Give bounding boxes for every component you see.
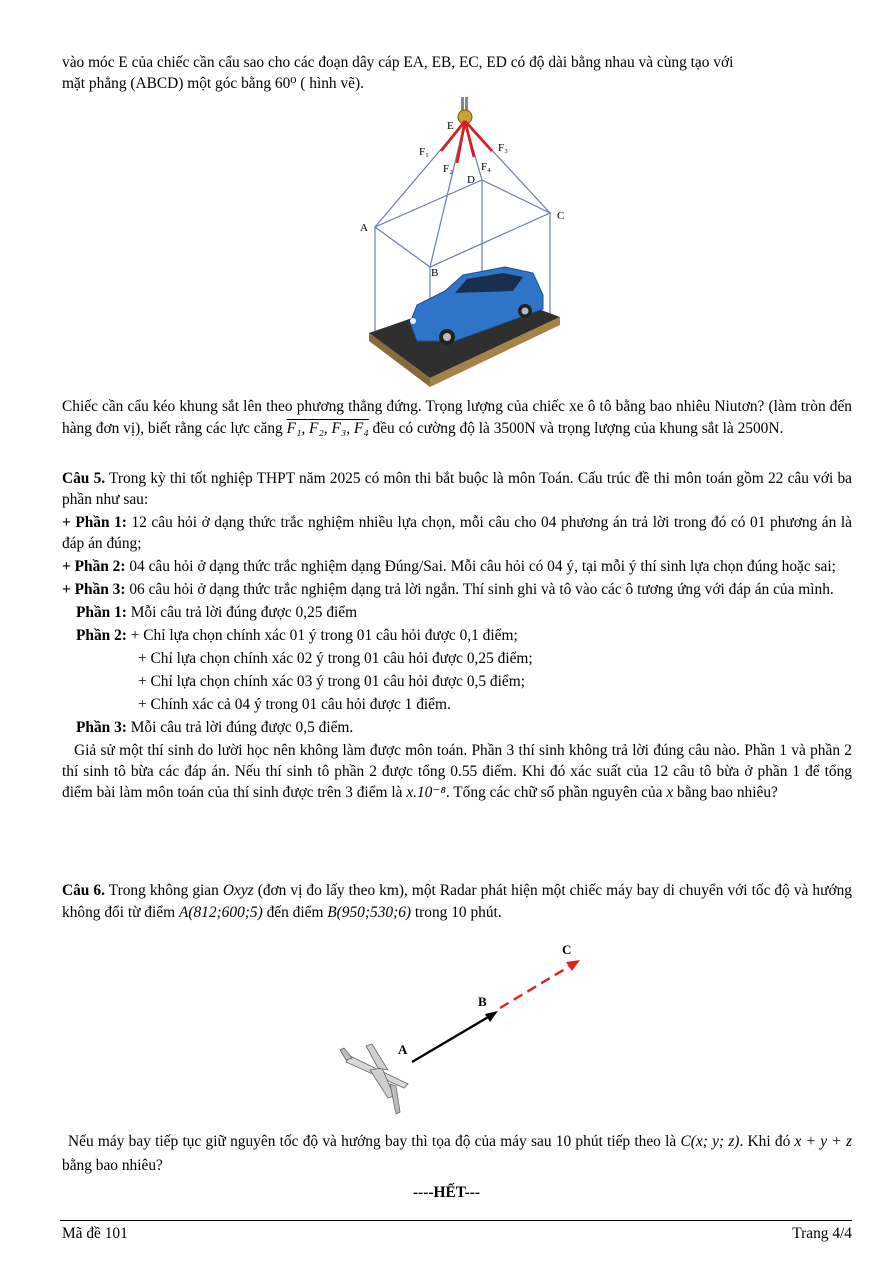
q5-score3-label: Phần 3: [76, 719, 127, 736]
label-c: C [562, 942, 572, 957]
label-b: B [478, 994, 487, 1009]
exam-code: Mã đề 101 [62, 1225, 128, 1242]
force-vectors: F₁, F₂, F₃, F₄ [286, 420, 369, 437]
q5-part1-label: + Phần 1: [62, 514, 127, 531]
q6-text-1: Trong không gian [104, 882, 223, 899]
label-d: D [467, 174, 475, 186]
q5-part2-text: 04 câu hỏi ở dạng thức trắc nghiệm dạng Đúng/Sai. Mỗi câu hỏi có 04 ý, tại mỗi ý thí sinh lựa chọn đúng hoặc sai; [125, 558, 836, 575]
q5-part2-label: + Phần 2: [62, 558, 126, 575]
question-4-tail [62, 396, 852, 440]
q4-text-2: đều có cường độ là 3500N và trọng lượng của khung sắt là 2500N. [368, 420, 784, 437]
label-b: B [431, 267, 439, 279]
q6-point-c: C(x; y; z) [680, 1133, 740, 1150]
q5-score3 [62, 717, 852, 738]
crane-frame-figure [355, 95, 575, 387]
q5-scenario-text-2: . Tổng các chữ số phần nguyên của [445, 784, 667, 801]
q5-score1-label: Phần 1: [76, 604, 127, 621]
q5-part3-text: 06 câu hỏi ở dạng thức trắc nghiệm dạng trả lời ngắn. Thí sinh ghi và tô vào các ô tương ứng với đáp án của mình. [125, 581, 834, 598]
flight-path-figure [330, 938, 590, 1118]
arrow-c-icon [566, 960, 580, 971]
q6-text [62, 880, 852, 924]
q6-text-4: trong 10 phút. [411, 904, 502, 921]
frame-top [375, 180, 550, 267]
q5-scenario-text-3: bằng bao nhiêu? [673, 784, 778, 801]
q5-score2-label: Phần 2: [76, 627, 127, 644]
q6-after-1: Nếu máy bay tiếp tục giữ nguyên tốc độ và hướng bay thì tọa độ của máy sau 10 phút tiếp theo là [68, 1133, 681, 1150]
label-f3: F₃ [498, 142, 508, 154]
q5-part1-text: 12 câu hỏi ở dạng thức trắc nghiệm nhiều lựa chọn, mỗi câu cho 04 phương án trả lời trong đó có 01 phương án là đáp án đúng; [62, 514, 852, 552]
hook-cable-icon [461, 97, 464, 111]
q5-score1-text: Mỗi câu trả lời đúng được 0,25 điểm [126, 604, 358, 621]
q5-score2b: + Chỉ lựa chọn chính xác 02 ý trong 01 câu hỏi được 0,25 điểm; [138, 650, 533, 667]
page-number: Trang 4/4 [792, 1225, 852, 1242]
q5-part2 [62, 556, 852, 577]
intro-paragraph [62, 52, 852, 94]
q5-score2a [62, 625, 852, 646]
question-4-text [62, 396, 852, 440]
q5-scenario-var: x [666, 784, 674, 801]
end-mark: ----HẾT--- [413, 1184, 480, 1201]
q5-scenario [62, 740, 852, 803]
q6-label: Câu 6. [62, 882, 105, 899]
q5-part3 [62, 579, 852, 600]
q5-score2a-text: + Chỉ lựa chọn chính xác 01 ý trong 01 câu hỏi được 0,1 điểm; [126, 627, 518, 644]
arrow-b-icon [485, 1011, 498, 1022]
intro-line-1: vào móc E của chiếc cần cẩu sao cho các đoạn dây cáp EA, EB, EC, ED có độ dài bằng nhau và cùng tạo với [62, 54, 734, 71]
q5-score2d: + Chính xác cả 04 ý trong 01 câu hỏi được 1 điểm. [138, 696, 451, 713]
label-e: E [447, 120, 454, 132]
q5-part1 [62, 512, 852, 554]
footer-divider [60, 1220, 852, 1221]
q5-score2c: + Chỉ lựa chọn chính xác 03 ý trong 01 câu hỏi được 0,5 điểm; [138, 673, 525, 690]
q5-part3-label: + Phần 3: [62, 581, 126, 598]
q5-text: Trong kỳ thi tốt nghiệp THPT năm 2025 có môn thi bắt buộc là môn Toán. Cấu trúc đề thi môn toán gồm 22 câu với ba phần như sau: [62, 470, 852, 508]
label-f2: F₂ [443, 163, 453, 175]
question-6 [62, 880, 852, 924]
label-a: A [398, 1042, 408, 1057]
segment-bc [500, 966, 570, 1008]
segment-ab [412, 1016, 490, 1062]
hook-cable-icon-2 [465, 97, 468, 111]
label-a: A [360, 222, 368, 234]
q6-text-3: đến điểm [262, 904, 328, 921]
q6-point-a: A(812;600;5) [178, 904, 263, 921]
q6-after [62, 1130, 852, 1178]
q5-label: Câu 5. [62, 470, 106, 487]
q5-intro [62, 468, 852, 510]
q5-score3-text: Mỗi câu trả lời đúng được 0,5 điểm. [126, 719, 354, 736]
label-f4: F₄ [481, 161, 491, 173]
q6-after-2: . Khi đó [739, 1133, 795, 1150]
label-f1: F₁ [419, 146, 429, 158]
q6-space: Oxyz [222, 882, 254, 899]
question-6-follow [62, 1130, 852, 1178]
q4-text-1: Chiếc cần cẩu kéo khung sắt lên theo phương thẳng đứng. Trọng lượng của chiếc xe ô tô bằng bao nhiêu Niutơn? (làm tròn đến hàng đơn vị), biết rằng các lực căng [62, 398, 852, 437]
q6-after-3: bằng bao nhiêu? [62, 1157, 163, 1174]
q6-text-2: (đơn vị đo lấy theo km), một Radar phát hiện một chiếc máy bay di chuyển với tốc độ và hướng không đổi từ điểm [62, 882, 852, 921]
label-c: C [557, 210, 565, 222]
q5-scenario-text-1: Giả sử một thí sinh do lười học nên không làm được môn toán. Phần 3 thí sinh không trả lời đúng câu nào. Phần 1 và phần 2 thí sinh tô bừa các đáp án. Nếu thí sinh tô phần 2 được tổng 0.55 điểm. Khi đó xác suất của 12 câu tô bừa ở phần 1 để tổng điểm bài làm môn toán của thí sinh được trên 3 điểm là [62, 742, 852, 801]
question-5 [62, 468, 852, 803]
q6-sum: x + y + z [794, 1133, 852, 1150]
q5-score1 [62, 602, 852, 623]
q6-point-b: B(950;530;6) [327, 904, 412, 921]
intro-line-2: mặt phẳng (ABCD) một góc bằng 60⁰ ( hình vẽ). [62, 75, 364, 92]
q5-scenario-math: x.10⁻⁸ [406, 784, 446, 801]
